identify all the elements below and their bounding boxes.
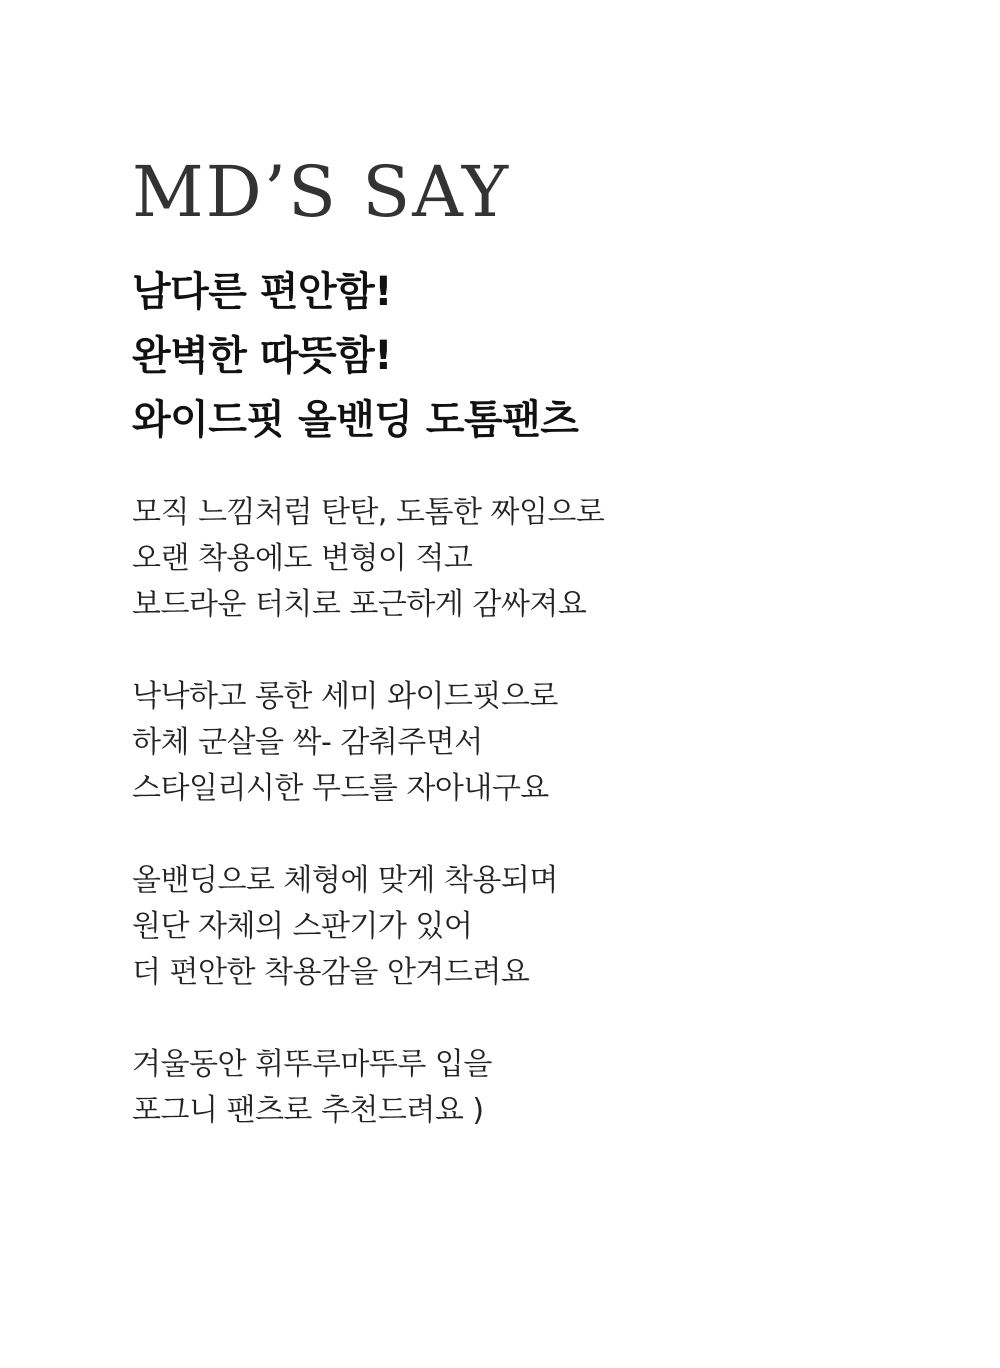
headline [132,260,932,452]
section-title: MD’S SAY [132,151,511,233]
body-line: 낙낙하고 롱한 세미 와이드핏으로 [132,679,558,714]
body-line: 하체 군살을 싹- 감춰주면서 [132,725,483,760]
md-say-section [132,150,932,1180]
paragraph [132,1042,932,1134]
body-line: 오랜 착용에도 변형이 적고 [132,541,473,576]
body-line: 더 편안한 착용감을 안겨드려요 [132,955,530,990]
body-line: 겨울동안 휘뚜루마뚜루 입을 [132,1047,492,1082]
body-line: 보드라운 터치로 포근하게 감싸져요 [132,587,587,622]
body-line: 포그니 팬츠로 추천드려요 ) [132,1093,484,1128]
body-line: 올밴딩으로 체형에 맞게 착용되며 [132,863,558,898]
description [132,490,932,1134]
headline-line: 남다른 편안함! [132,269,393,315]
body-line: 원단 자체의 스판기가 있어 [132,909,473,944]
body-line: 모직 느낌처럼 탄탄, 도톰한 짜임으로 [132,495,605,530]
headline-line: 와이드핏 올밴딩 도톰팬츠 [132,397,579,443]
body-line: 스타일리시한 무드를 자아내구요 [132,771,549,806]
paragraph [132,490,932,628]
paragraph [132,858,932,996]
headline-line: 완벽한 따뜻함! [132,333,393,379]
paragraph [132,674,932,812]
